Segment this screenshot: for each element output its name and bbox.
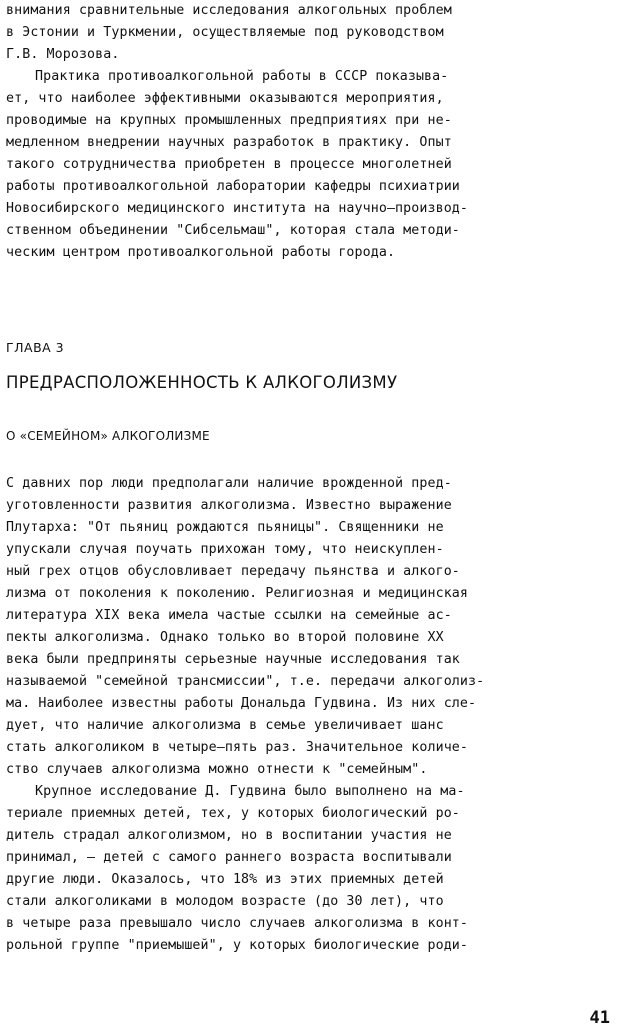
text-line: ственном объединении "Сибсельмаш", которая стала методи- <box>6 223 460 238</box>
section-title: О «СЕМЕЙНОМ» АЛКОГОЛИЗМЕ <box>6 429 210 443</box>
text-line: дует, что наличие алкоголизма в семье увеличивает шанс <box>6 718 444 733</box>
text-line: работы противоалкогольной лаборатории кафедры психиатрии <box>6 179 460 194</box>
chapter-title: ПРЕДРАСПОЛОЖЕННОСТЬ К АЛКОГОЛИЗМУ <box>6 373 398 392</box>
text-line: Крупное исследование Д. Гудвина было выполнено на ма- <box>35 784 465 799</box>
text-line: Плутарха: "От пьяниц рождаются пьяницы". Священники не <box>6 520 444 535</box>
chapter-label: ГЛАВА 3 <box>6 340 65 355</box>
text-line: проводимые на крупных промышленных предприятиях при не- <box>6 113 452 128</box>
text-line: Г.В. Морозова. <box>6 47 120 62</box>
text-line: ческим центром противоалкогольной работы города. <box>6 245 396 260</box>
text-line: лизма от поколения к поколению. Религиозная и медицинская <box>6 586 469 601</box>
text-line: С давних пор люди предполагали наличие врожденной пред- <box>6 476 452 491</box>
intro-paragraphs <box>6 0 609 264</box>
page-number: 41 <box>589 1008 610 1028</box>
text-line: стали алкоголиками в молодом возрасте (до 30 лет), что <box>6 894 444 909</box>
text-line: такого сотрудничества приобретен в процессе многолетней <box>6 157 452 172</box>
text-line: стать алкоголиком в четыре–пять раз. Значительное количе- <box>6 740 469 755</box>
text-line: ет, что наиболее эффективными оказываются мероприятия, <box>6 91 444 106</box>
text-line: дитель страдал алкоголизмом, но в воспитании участия не <box>6 828 452 843</box>
body-paragraphs <box>6 473 609 957</box>
text-line: Практика противоалкогольной работы в СССР показыва- <box>35 69 449 84</box>
text-line: уготовленности развития алкоголизма. Известно выражение <box>6 498 452 513</box>
text-line: века были предприняты серьезные научные исследования так <box>6 652 460 667</box>
text-line: в четыре раза превышало число случаев алкоголизма в конт- <box>6 916 469 931</box>
text-line: рольной группе "приемышей", у которых биологические роди- <box>6 938 469 953</box>
text-line: литература XIX века имела частые ссылки на семейные ас- <box>6 608 452 623</box>
text-line: внимания сравнительные исследования алкогольных проблем <box>6 3 452 18</box>
text-line: называемой "семейной трансмиссии", т.е. передачи алкоголиз- <box>6 674 485 689</box>
text-line: принимал, – детей с самого раннего возраста воспитывали <box>6 850 452 865</box>
text-line: другие люди. Оказалось, что 18% из этих приемных детей <box>6 872 444 887</box>
text-line: медленном внедрении научных разработок в практику. Опыт <box>6 135 452 150</box>
text-line: ный грех отцов обусловливает передачу пьянства и алкого- <box>6 564 460 579</box>
text-line: пекты алкоголизма. Однако только во второй половине XX <box>6 630 444 645</box>
text-line: ма. Наиболее известны работы Дональда Гудвина. Из них сле- <box>6 696 477 711</box>
text-line: териале приемных детей, тех, у которых биологический ро- <box>6 806 460 821</box>
text-line: упускали случая поучать прихожан тому, что неискуплен- <box>6 542 444 557</box>
text-line: в Эстонии и Туркмении, осуществляемые под руководством <box>6 25 444 40</box>
text-line: ство случаев алкоголизма можно отнести к "семейным". <box>6 762 428 777</box>
text-line: Новосибирского медицинского института на научно–производ- <box>6 201 469 216</box>
